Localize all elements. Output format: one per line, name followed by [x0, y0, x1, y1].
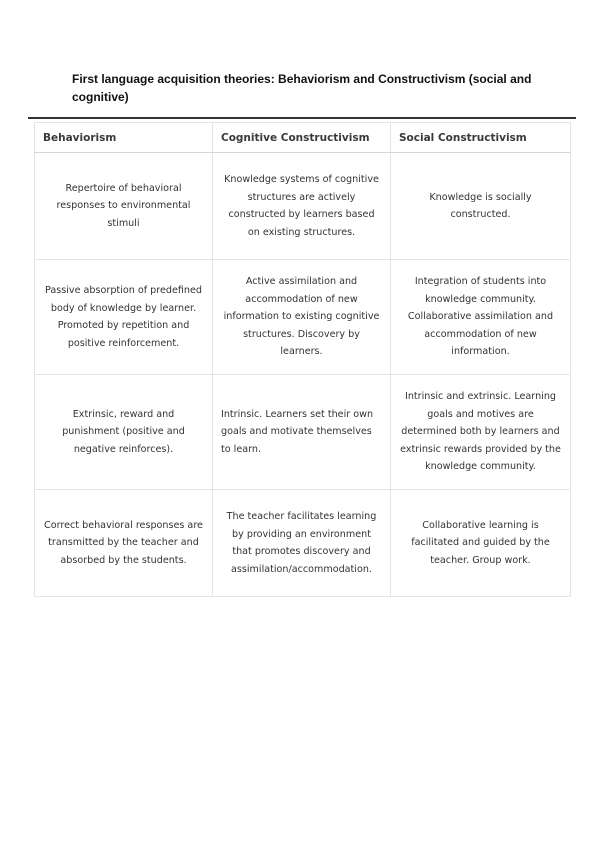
table-cell: Passive absorption of predefined body of knowledge by learner. Promoted by repetition and positive reinforcement. — [35, 260, 213, 375]
table-cell: Active assimilation and accommodation of new information to existing cognitive structures. Discovery by learners. — [213, 260, 391, 375]
table-row — [35, 260, 571, 375]
header-cognitive-constructivism: Cognitive Constructivism — [213, 123, 391, 153]
table-cell: The teacher facilitates learning by providing an environment that promotes discovery and assimilation/accommodation. — [213, 490, 391, 597]
table-row — [35, 490, 571, 597]
header-behaviorism: Behaviorism — [35, 123, 213, 153]
table-cell: Intrinsic and extrinsic. Learning goals and motives are determined both by learners and extrinsic rewards provided by the knowledge community. — [391, 375, 571, 490]
table-cell: Collaborative learning is facilitated and guided by the teacher. Group work. — [391, 490, 571, 597]
table-cell: Intrinsic. Learners set their own goals and motivate themselves to learn. — [213, 375, 391, 490]
table-cell: Repertoire of behavioral responses to environmental stimuli — [35, 153, 213, 260]
theories-table — [34, 122, 571, 597]
table-cell: Correct behavioral responses are transmitted by the teacher and absorbed by the students. — [35, 490, 213, 597]
header-social-constructivism: Social Constructivism — [391, 123, 571, 153]
document-title: First language acquisition theories: Behaviorism and Constructivism (social and cognitive) — [72, 72, 532, 104]
table-cell: Integration of students into knowledge community. Collaborative assimilation and accommodation of new information. — [391, 260, 571, 375]
table-cell: Knowledge is socially constructed. — [391, 153, 571, 260]
title-divider — [28, 117, 576, 119]
table-cell: Extrinsic, reward and punishment (positive and negative reinforces). — [35, 375, 213, 490]
table-row — [35, 375, 571, 490]
table-cell: Knowledge systems of cognitive structures are actively constructed by learners based on existing structures. — [213, 153, 391, 260]
header-row — [35, 123, 571, 153]
table-row — [35, 153, 571, 260]
